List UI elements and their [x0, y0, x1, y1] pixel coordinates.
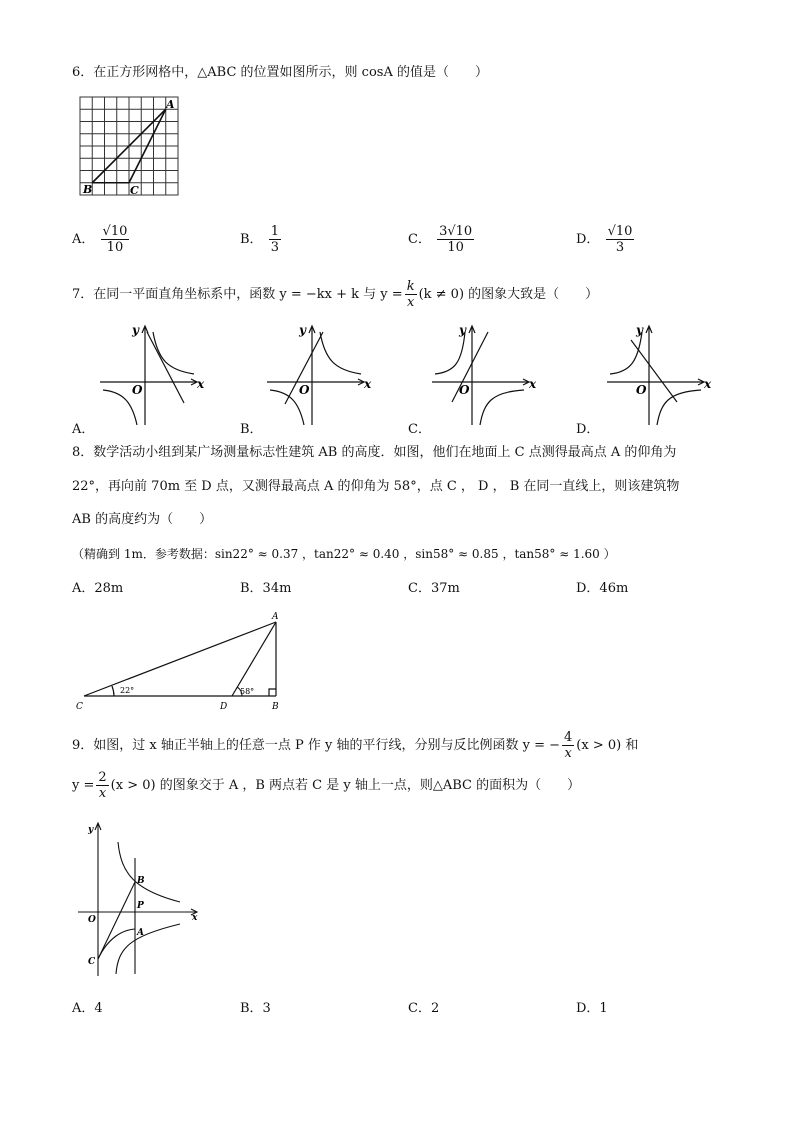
- svg-text:x: x: [704, 377, 712, 391]
- svg-text:B: B: [137, 876, 145, 886]
- q6-grid-figure: [78, 95, 182, 199]
- q9-figure: [76, 818, 206, 978]
- svg-text:y: y: [459, 323, 466, 337]
- q6-label-c: C: [130, 184, 139, 197]
- q6-option-a[interactable]: A． $\frac{√10}{10}$: [72, 224, 128, 255]
- svg-text:C: C: [76, 702, 83, 712]
- svg-text:A: A: [272, 612, 279, 622]
- q7-graph-d: [605, 322, 715, 427]
- q8-option-d[interactable]: D．46m: [576, 581, 629, 596]
- q9-option-c[interactable]: C．2: [408, 1001, 440, 1016]
- q7-graph-c: [430, 322, 540, 427]
- svg-text:y: y: [132, 323, 139, 337]
- q7-graph-b: [265, 322, 375, 427]
- q8-line-2: 22°，再向前 70m 至 D 点，又测得最高点 A 的仰角为 58°，点 C ， D ， B 在同一直线上，则该建筑物: [72, 479, 680, 494]
- q9-line-1: 9．如图，过 x 轴正半轴上的任意一点 P 作 y 轴的平行线，分别与反比例函数 y = − $\frac{4}{x}$ (x > 0) 和: [72, 730, 639, 761]
- svg-text:P: P: [137, 901, 144, 911]
- svg-text:y: y: [299, 323, 306, 337]
- q7-option-b[interactable]: B．: [240, 422, 263, 437]
- svg-text:O: O: [636, 383, 647, 397]
- q7-option-d[interactable]: D．: [576, 422, 600, 437]
- q6-label-a: A: [166, 98, 175, 111]
- svg-text:y: y: [88, 825, 94, 835]
- q9-option-d[interactable]: D．1: [576, 1001, 608, 1016]
- q8-reference-data: （精确到 1m．参考数据：sin22° ≈ 0.37 ，tan22° ≈ 0.40 ，sin58° ≈ 0.85 ，tan58° ≈ 1.60 ）: [72, 547, 616, 561]
- q8-line-1: 8．数学活动小组到某广场测量标志性建筑 AB 的高度．如图，他们在地面上 C 点测得最高点 A 的仰角为: [72, 445, 677, 460]
- svg-text:A: A: [137, 928, 144, 938]
- q8-line-3: AB 的高度约为（ ）: [72, 512, 213, 527]
- svg-text:O: O: [88, 915, 96, 925]
- svg-text:O: O: [132, 383, 143, 397]
- q9-option-a[interactable]: A．4: [72, 1001, 103, 1016]
- svg-text:O: O: [459, 383, 470, 397]
- q8-option-a[interactable]: A．28m: [72, 581, 124, 596]
- q8-option-c[interactable]: C．37m: [408, 581, 460, 596]
- q9-option-b[interactable]: B．3: [240, 1001, 271, 1016]
- q6-label-b: B: [83, 183, 93, 196]
- svg-text:y: y: [636, 323, 643, 337]
- q6-option-b[interactable]: B． $\frac{1}{3}$: [240, 224, 279, 255]
- q6-stem: 6．在正方形网格中，△ABC 的位置如图所示，则 cosA 的值是（ ）: [72, 65, 488, 80]
- svg-text:x: x: [192, 913, 198, 923]
- svg-text:B: B: [272, 702, 279, 712]
- svg-text:O: O: [299, 383, 310, 397]
- svg-text:58°: 58°: [240, 687, 255, 696]
- q6-option-d[interactable]: D． $\frac{√10}{3}$: [576, 224, 633, 255]
- svg-text:x: x: [364, 377, 372, 391]
- svg-text:x: x: [197, 377, 205, 391]
- q9-line-2: y = $\frac{2}{x}$ (x > 0) 的图象交于 A ，B 两点若 C 是 y 轴上一点，则△ABC 的面积为（ ）: [72, 770, 581, 801]
- svg-text:x: x: [529, 377, 537, 391]
- q7-option-a[interactable]: A．: [72, 422, 95, 437]
- q7-stem: 7．在同一平面直角坐标系中，函数 y = −kx + k 与 y = $\frac{k}{x}$ (k ≠ 0) 的图象大致是（ ）: [72, 279, 599, 310]
- svg-text:22°: 22°: [120, 686, 135, 695]
- q7-graph-a: [98, 322, 208, 427]
- svg-text:D: D: [220, 702, 228, 712]
- q8-figure: [70, 608, 300, 712]
- q8-option-b[interactable]: B．34m: [240, 581, 292, 596]
- q6-option-c[interactable]: C． $\frac{3√10}{10}$: [408, 224, 473, 255]
- svg-text:C: C: [88, 957, 96, 967]
- q7-option-c[interactable]: C．: [408, 422, 431, 437]
